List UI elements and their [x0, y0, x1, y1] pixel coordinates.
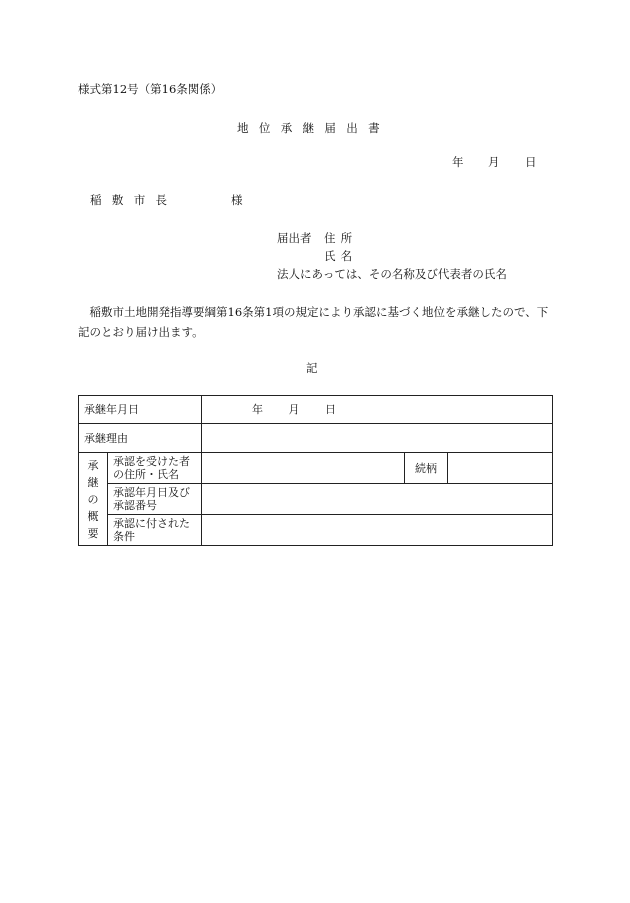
addressee-name: 稲敷市長: [90, 193, 178, 207]
date-month: 月: [488, 155, 500, 169]
approval-date-label: 承認年月日及び承認番号: [108, 484, 202, 515]
table-row-approved-person: [79, 453, 553, 484]
relation-value: [448, 453, 553, 484]
applicant-label: 届出者: [277, 231, 312, 245]
succession-table: [78, 395, 553, 546]
relation-label: 続柄: [405, 453, 448, 484]
conditions-value: [202, 515, 553, 546]
overview-label-text: 承継の概要: [87, 458, 99, 540]
address-label: 住所: [324, 231, 358, 245]
table-row-succession-date: [79, 396, 553, 424]
name-label: 氏名: [324, 249, 358, 263]
date-year: 年: [452, 155, 464, 169]
approval-date-value: [202, 484, 553, 515]
ki-label: 記: [306, 361, 318, 375]
table-row-approval-date: [79, 484, 553, 515]
addressee-honorific: 様: [231, 193, 243, 207]
reason-label: 承継理由: [79, 424, 202, 453]
table-row-conditions: [79, 515, 553, 546]
form-number: 様式第12号（第16条関係）: [78, 82, 223, 96]
succession-date-value: [202, 396, 553, 424]
body-text: 稲敷市土地開発指導要綱第16条第1項の規定により承認に基づく地位を承継したので、下記のとおり届け出ます。: [78, 305, 549, 339]
succession-date-label: 承継年月日: [79, 396, 202, 424]
succession-date-year: 年: [252, 403, 263, 416]
document-title: 地位承継届出書: [237, 121, 390, 135]
succession-date-month: 月: [288, 403, 300, 416]
reason-value: [202, 424, 553, 453]
conditions-label: 承認に付された条件: [108, 515, 202, 546]
succession-date-day: 日: [325, 403, 336, 416]
table-row-reason: [79, 424, 553, 453]
approved-person-label: 承認を受けた者の住所・氏名: [108, 453, 202, 484]
corporate-note: 法人にあっては、その名称及び代表者の氏名: [277, 267, 507, 281]
date-day: 日: [525, 155, 537, 169]
approved-person-value: [202, 453, 405, 484]
overview-label: [79, 453, 108, 546]
